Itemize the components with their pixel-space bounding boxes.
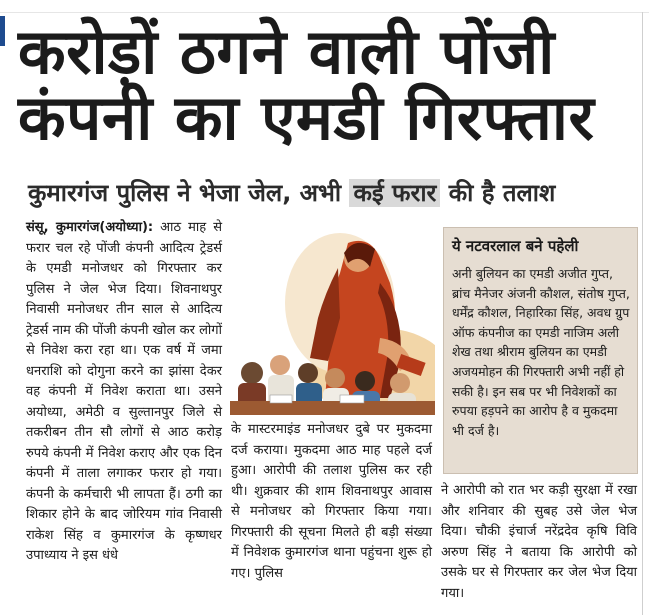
subheadline [28, 177, 638, 209]
illustration-image [230, 223, 435, 415]
section-accent-bar [0, 16, 5, 46]
dateline: संसू, कुमारगंज(अयोध्या): [26, 220, 154, 235]
page-top-strip [0, 0, 649, 13]
subheadline-highlight: कई फरार [349, 179, 440, 207]
headline-line-1: करोड़ों ठगने वाली पोंजी [18, 15, 555, 88]
sidebar-text: अनी बुलियन का एमडी अजीत गुप्त, ब्रांच मैनेजर अंजनी कौशल, संतोष गुप्त, धर्मेंद्र कौशल, निहारिका सिंह, अवध ग्रुप ऑफ कंपनीज का एमडी नाजिम अली शेख तथा श्रीराम बुलियन का एमडी अजयमोहन की गिरफ्तारी अभी नहीं हो सकी है। इन सब पर भी निवेशकों का रुपया हड़पने का आरोप है व मुकदमा भी दर्ज है। [452, 266, 630, 438]
subheadline-text-after: की है तलाश [440, 179, 556, 207]
column-1-text: आठ माह से फरार चल रहे पोंजी कंपनी आदित्य ट्रेडर्स के एमडी मनोजधर को गिरफ्तार कर पुलिस ने जेल भेज दिया। शिवनाथपुर निवासी मनोजधर तीन साल से आदित्य ट्रेडर्स नाम की पोंजी कंपनी खोल कर लोगों से निवेश करा रहा था। एक वर्ष में जमा धनराशि को दोगुना करने का झांसा देकर वह कंपनी में निवेश कराता था। उसने अयोध्या, अमेठी व सुल्तानपुर जिले से तकरीबन तीन सौ लोगों से आठ करोड़ रुपये कंपनी में निवेश कराए और एक दिन कंपनी में ताला लगाकर फरार हो गया। कंपनी के कर्मचारी भी लापता हैं। ठगी का शिकार होने के बाद जोरियम गांव निवासी राकेश सिंह व कुमारगंज के कृष्णधर उपाध्याय ने इस धंधे [26, 220, 222, 563]
article-column-1 [26, 218, 222, 567]
headline [18, 16, 643, 154]
sidebar-title: ये नटवरलाल बने पहेली [452, 237, 579, 255]
illustration-svg [230, 223, 435, 415]
column-2-text: के मास्टरमाइंड मनोजधर दुबे पर मुकदमा दर्ज कराया। मुकदमा आठ माह पहले दर्ज हुआ। आरोपी की तलाश पुलिस कर रही थी। शुक्रवार की शाम शिवनाथपुर आवास से मनोजधर को गिरफ्तार किया गया। गिरफ्तारी की सूचना मिलते ही बड़ी संख्या में निवेशक कुमारगंज थाना पहुंचना शुरू हो गए। पुलिस [231, 422, 432, 581]
subheadline-text-before: कुमारगंज पुलिस ने भेजा जेल, अभी [28, 179, 350, 207]
column-3-text: ने आरोपी को रात भर कड़ी सुरक्षा में रखा और शनिवार की सुबह उसे जेल भेज दिया। चौकी इंचार्ज नरेंद्रदेव कृषि विवि अरुण सिंह ने बताया कि आरोपी को उसके घर से गिरफ्तार कर जेल भेज दिया गया। [441, 483, 637, 601]
headline-line-2: कंपनी का एमडी गिरफ्तार [18, 81, 595, 154]
sidebar-box [443, 227, 638, 474]
article-column-3 [441, 481, 637, 604]
article-column-2 [231, 420, 432, 584]
